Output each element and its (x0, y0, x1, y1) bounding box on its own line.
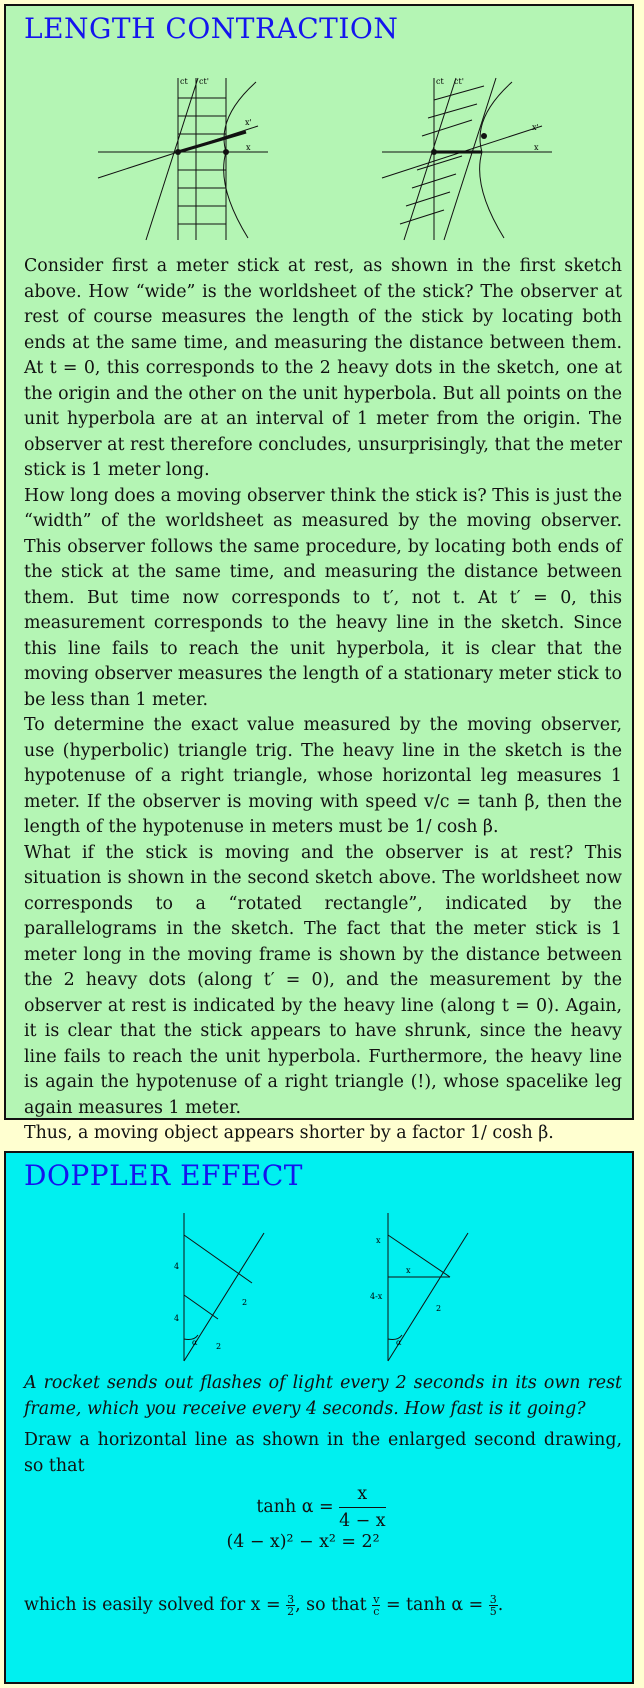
problem-text (24, 1371, 622, 1479)
svg-text:x: x (534, 143, 539, 152)
length-contraction-panel (4, 4, 634, 1143)
svg-text:ct: ct (436, 77, 444, 86)
svg-text:x: x (376, 1236, 381, 1245)
heavy-dot (175, 149, 181, 155)
worldsheet-rest-sketch (98, 78, 268, 240)
svg-text:ct: ct (180, 77, 188, 86)
svg-text:α: α (192, 1338, 198, 1347)
heavy-dot (223, 149, 229, 155)
paragraph: Thus, a moving object appears shorter by a factor 1/ cosh β. (24, 1123, 554, 1143)
paragraph: Draw a horizontal line as shown in the enlarged second drawing, so that (24, 1430, 622, 1476)
svg-text:2: 2 (242, 1298, 248, 1307)
section-title: LENGTH CONTRACTION (24, 12, 399, 45)
paragraph: What if the stick is moving and the observer is at rest? This situation is shown in the second sketch above. The worldsheet now corresponds to a “rotated rectangle”, indicated by the parallelograms in the sketch. The fact that the meter stick is 1 meter long in the moving frame is shown by the distance between the 2 heavy dots (along t′ = 0), and the measurement by the observer at rest is indicated by the heavy line (along t = 0). Again, it is clear that the stick appears to have shrunk, since the heavy line fails to reach the unit hyperbola. Furthermore, the heavy line is again the hypotenuse of a right triangle (!), whose spacelike leg again measures 1 meter. (24, 842, 622, 1118)
worldsheet-moving-sketch (382, 78, 552, 240)
svg-text:4: 4 (174, 1314, 180, 1323)
svg-text:x': x' (245, 118, 252, 127)
svg-text:4-x: 4-x (370, 1292, 383, 1301)
body-text (24, 254, 622, 1147)
equation-pythagoras: (4 − x)² − x² = 2² (226, 1532, 380, 1552)
svg-text:4: 4 (174, 1262, 180, 1271)
svg-text:α: α (396, 1338, 402, 1347)
svg-text:x: x (406, 1266, 411, 1275)
doppler-sketch-1 (176, 1213, 286, 1361)
svg-text:ct': ct' (454, 77, 464, 86)
svg-text:2: 2 (436, 1304, 442, 1313)
paragraph: To determine the exact value measured by the moving observer, use (hyperbolic) triangle trig. The heavy line in the sketch is the hypotenuse of a right triangle, whose horizontal leg measures 1 meter. If the observer is moving with speed v/c = tanh β, then the length of the hypotenuse in meters must be 1/ cosh β. (24, 715, 622, 837)
svg-text:x': x' (532, 123, 539, 132)
svg-text:x: x (246, 143, 251, 152)
paragraph: Consider first a meter stick at rest, as shown in the first sketch above. How “wide” is the worldsheet of the stick? The observer at rest of course measures the length of the stick by locating both ends at the same time, and measuring the distance between them. At t = 0, this corresponds to the 2 heavy dots in the sketch, one at the origin and the other on the unit hyperbola. But all points on the unit hyperbola are at an interval of 1 meter from the origin. The observer at rest therefore concludes, unsurprisingly, that the meter stick is 1 meter long. (24, 256, 622, 480)
equation-tanh: tanh α = $\frac{x}{4 - x}$ (6, 1481, 636, 1534)
svg-text:ct': ct' (199, 77, 209, 86)
conclusion: which is easily solved for x = $\frac{3}{2}$, so that $\frac{v}{c} = \tanh \alpha$ = $\frac{3}{5}$. (24, 1593, 504, 1618)
paragraph: How long does a moving observer think the stick is? This is just the “width” of the worldsheet as measured by the moving observer. This observer follows the same procedure, by locating both ends of the stick at the same time, and measuring the distance between them. But time now corresponds to t′, not t. At t′ = 0, this measurement corresponds to the heavy line in the sketch. Since this line fails to reach the unit hyperbola, it is clear that the moving observer measures the length of a stationary meter stick to be less than 1 meter. (24, 485, 622, 710)
unit-hyperbola (224, 82, 256, 238)
ct-prime-axis (146, 78, 198, 240)
doppler-effect-panel (4, 1151, 634, 1684)
svg-text:2: 2 (216, 1342, 222, 1351)
doppler-sketch-2 (370, 1213, 480, 1361)
problem-statement: A rocket sends out flashes of light every 2 seconds in its own rest frame, which you receive every 4 seconds. How fast is it going? (24, 1373, 622, 1419)
heavy-line (178, 132, 246, 152)
section-title: DOPPLER EFFECT (24, 1159, 303, 1192)
